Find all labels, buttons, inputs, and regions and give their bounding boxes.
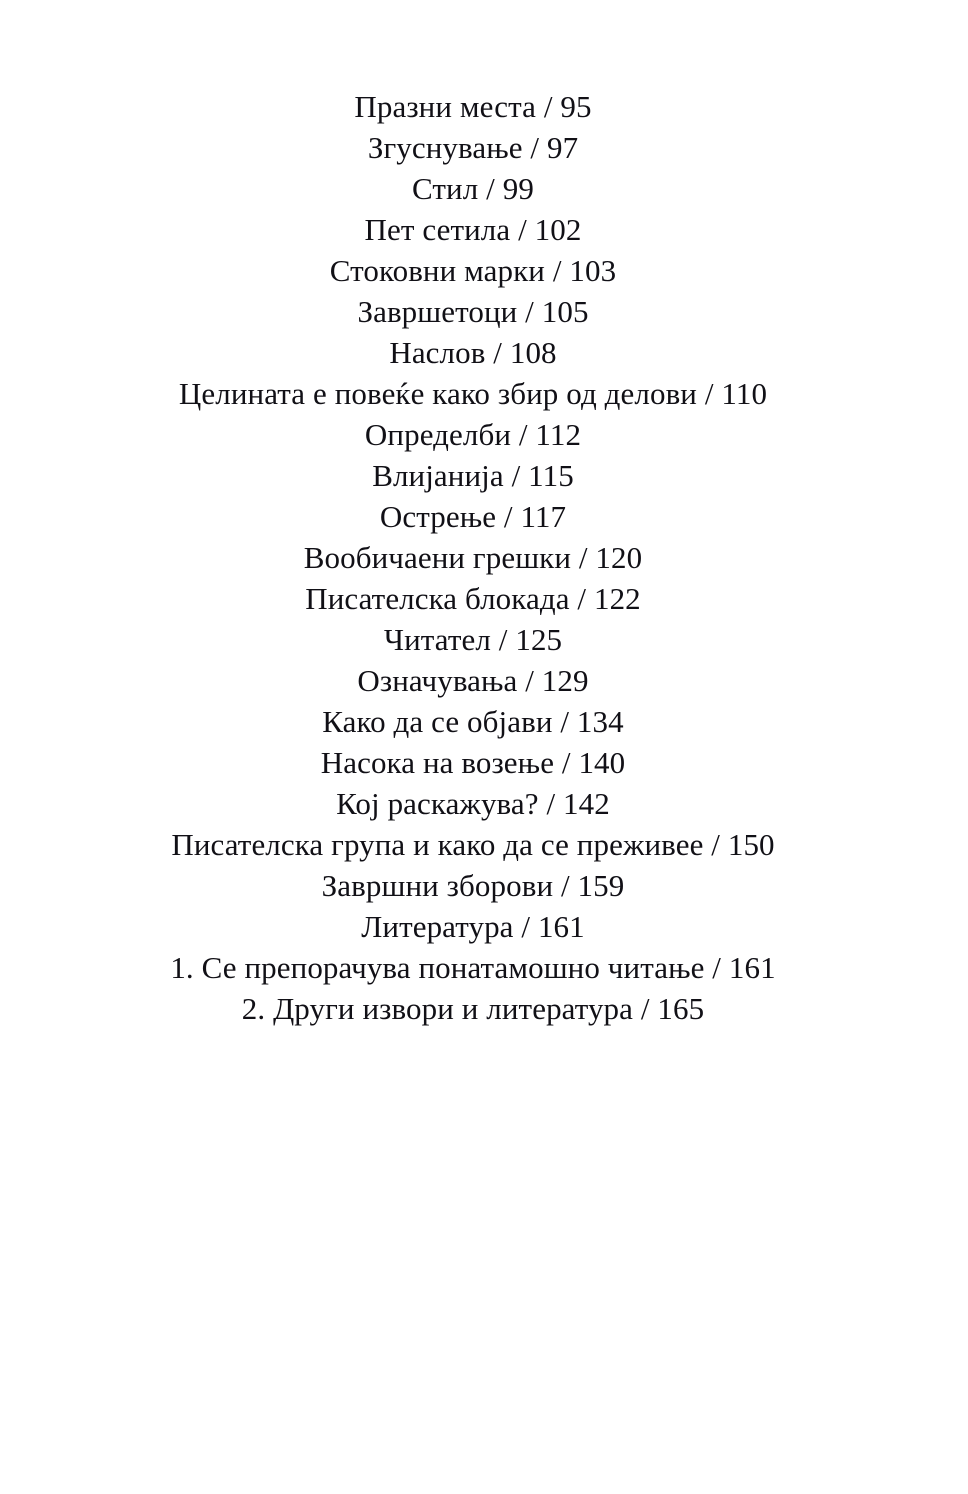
toc-entry: Определби / 112 bbox=[364, 417, 582, 452]
toc-entry: Писателска група и како да се преживее / 150 bbox=[171, 827, 775, 862]
toc-entry: Згуснување / 97 bbox=[367, 130, 579, 165]
toc-entry: Вообичаени грешки / 120 bbox=[303, 540, 643, 575]
toc-entry: Острење / 117 bbox=[379, 499, 567, 534]
toc-entry: Писателска блокада / 122 bbox=[305, 581, 641, 616]
toc-entry: Завршетоци / 105 bbox=[357, 294, 589, 329]
toc-entry: Целината е повеќе како збир од делови / 110 bbox=[178, 376, 768, 411]
table-of-contents-list bbox=[0, 86, 946, 1029]
toc-entry: Литература / 161 bbox=[361, 909, 585, 944]
toc-entry: Пет сетила / 102 bbox=[364, 212, 582, 247]
toc-entry: Насока на возење / 140 bbox=[320, 745, 626, 780]
toc-entry: Наслов / 108 bbox=[389, 335, 557, 370]
toc-entry: Читател / 125 bbox=[383, 622, 563, 657]
toc-entry: 2. Други извори и литература / 165 bbox=[241, 991, 705, 1026]
toc-entry: 1. Се препорачува понатамошно читање / 161 bbox=[170, 950, 776, 985]
toc-entry: Празни места / 95 bbox=[354, 89, 592, 124]
toc-entry: Стоковни марки / 103 bbox=[329, 253, 617, 288]
toc-entry: Завршни зборови / 159 bbox=[321, 868, 625, 903]
toc-entry: Кој раскажува? / 142 bbox=[336, 786, 610, 821]
toc-entry: Влијанија / 115 bbox=[372, 458, 574, 493]
toc-entry: Како да се објави / 134 bbox=[322, 704, 624, 739]
toc-entry: Означувања / 129 bbox=[357, 663, 589, 698]
toc-entry: Стил / 99 bbox=[412, 171, 534, 206]
